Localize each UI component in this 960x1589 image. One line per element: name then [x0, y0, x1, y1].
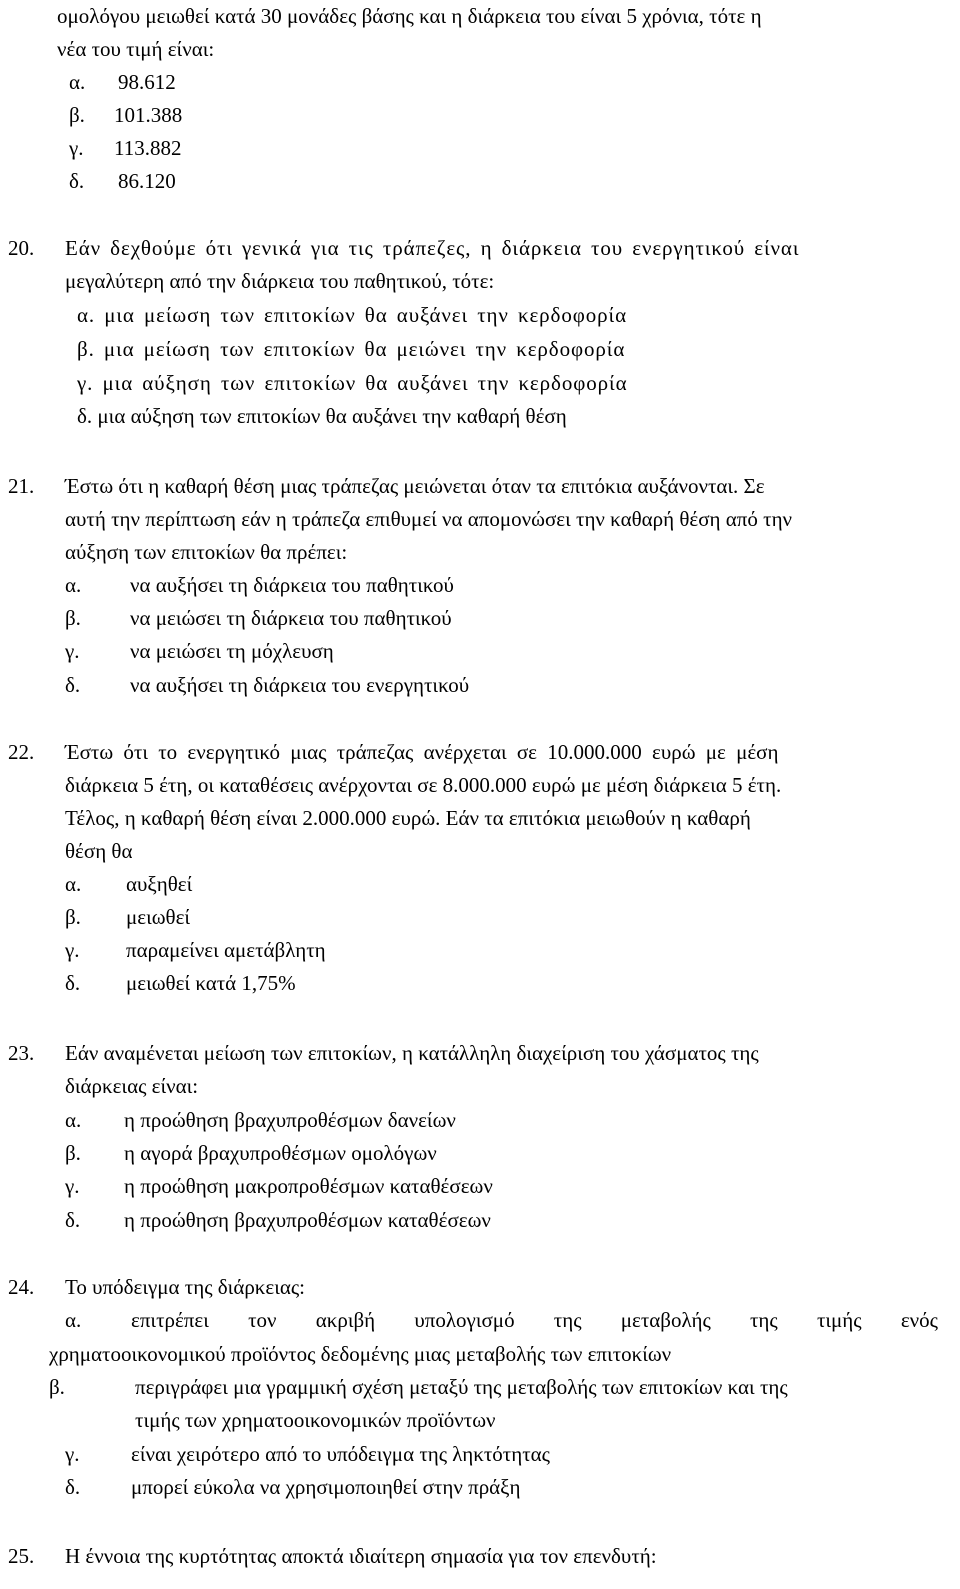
question-21-option-d: δ. να αυξήσει τη διάρκεια του ενεργητικού	[65, 673, 470, 697]
question-24-line-1: Το υπόδειγμα της διάρκειας:	[65, 1275, 306, 1299]
intro-option-a: α. 98.612	[69, 70, 176, 94]
question-22-line-1: Έστω ότι το ενεργητικό μιας τράπεζας ανέρχεται σε 10.000.000 ευρώ με μέση	[65, 740, 779, 764]
question-23-line-1: Εάν αναμένεται μείωση των επιτοκίων, η κατάλληλη διαχείριση του χάσματος της	[65, 1041, 759, 1065]
question-21-option-c: γ. να μειώσει τη μόχλευση	[65, 639, 334, 663]
question-20-line-2: μεγαλύτερη από την διάρκεια του παθητικού, τότε:	[65, 269, 495, 293]
question-number-22: 22.	[8, 740, 35, 764]
question-24-option-c-letter: γ.	[65, 1442, 80, 1466]
question-24-option-b-letter: β.	[49, 1375, 65, 1399]
question-number-20: 20.	[8, 236, 35, 260]
question-24-option-b-line-1: περιγράφει μια γραμμική σχέση μεταξύ της μεταβολής των επιτοκίων και της	[135, 1375, 788, 1399]
question-24-option-a-line-1: επιτρέπει τον ακριβή υπολογισμό της μεταβολής της τιμής ενός	[131, 1308, 938, 1332]
question-23-option-d: δ. η προώθηση βραχυπροθέσμων καταθέσεων	[65, 1208, 491, 1232]
question-23-option-b: β. η αγορά βραχυπροθέσμων ομολόγων	[65, 1141, 437, 1165]
question-20-option-d: δ. μια αύξηση των επιτοκίων θα αυξάνει την καθαρή θέση	[77, 404, 567, 428]
question-number-24: 24.	[8, 1275, 35, 1299]
question-23-line-2: διάρκειας είναι:	[65, 1074, 199, 1098]
question-20-option-c: γ. μια αύξηση των επιτοκίων θα αυξάνει την κερδοφορία	[77, 371, 628, 395]
question-22-line-2: διάρκεια 5 έτη, οι καταθέσεις ανέρχονται σε 8.000.000 ευρώ με μέση διάρκεια 5 έτη.	[65, 773, 782, 797]
question-21-option-a: α. να αυξήσει τη διάρκεια του παθητικού	[65, 573, 454, 597]
intro-option-c: γ. 113.882	[69, 136, 182, 160]
question-22-option-b: β. μειωθεί	[65, 905, 191, 929]
question-21-option-b: β. να μειώσει τη διάρκεια του παθητικού	[65, 606, 452, 630]
question-number-25: 25.	[8, 1544, 35, 1568]
intro-option-b: β. 101.388	[69, 103, 183, 127]
question-21-line-3: αύξηση των επιτοκίων θα πρέπει:	[65, 540, 348, 564]
question-21-line-2: αυτή την περίπτωση εάν η τράπεζα επιθυμεί να απομονώσει την καθαρή θέση από την	[65, 507, 793, 531]
question-number-23: 23.	[8, 1041, 35, 1065]
intro-option-d: δ. 86.120	[69, 169, 176, 193]
question-24-option-a-letter: α.	[65, 1308, 82, 1332]
question-22-option-d: δ. μειωθεί κατά 1,75%	[65, 971, 296, 995]
question-25-line-1: Η έννοια της κυρτότητας αποκτά ιδιαίτερη σημασία για τον επενδυτή:	[65, 1544, 657, 1568]
question-21-line-1: Έστω ότι η καθαρή θέση μιας τράπεζας μειώνεται όταν τα επιτόκια αυξάνονται. Σε	[65, 474, 765, 498]
question-22-line-4: θέση θα	[65, 839, 133, 863]
question-number-21: 21.	[8, 474, 35, 498]
question-22-option-c: γ. παραμείνει αμετάβλητη	[65, 938, 326, 962]
question-20-option-b: β. μια μείωση των επιτοκίων θα μειώνει την κερδοφορία	[77, 337, 626, 361]
question-24-option-b-line-2: τιμής των χρηματοοικονομικών προϊόντων	[135, 1408, 496, 1432]
question-20-option-a: α. μια μείωση των επιτοκίων θα αυξάνει την κερδοφορία	[77, 303, 627, 327]
question-24-option-a-line-2: χρηματοοικονομικού προϊόντος δεδομένης μιας μεταβολής των επιτοκίων	[49, 1342, 672, 1366]
question-22-option-a: α. αυξηθεί	[65, 872, 193, 896]
question-24-option-c-text: είναι χειρότερο από το υπόδειγμα της ληκτότητας	[131, 1442, 550, 1466]
question-20-line-1: Εάν δεχθούμε ότι γενικά για τις τράπεζες, η διάρκεια του ενεργητικού είναι	[65, 236, 800, 260]
intro-line-2: νέα του τιμή είναι:	[57, 37, 215, 61]
question-22-line-3: Τέλος, η καθαρή θέση είναι 2.000.000 ευρώ. Εάν τα επιτόκια μειωθούν η καθαρή	[65, 806, 751, 830]
intro-line-1: ομολόγου μειωθεί κατά 30 μονάδες βάσης και η διάρκεια του είναι 5 χρόνια, τότε η	[57, 4, 762, 28]
question-24-option-d-text: μπορεί εύκολα να χρησιμοποιηθεί στην πράξη	[131, 1475, 521, 1499]
question-24-option-d-letter: δ.	[65, 1475, 81, 1499]
question-23-option-a: α. η προώθηση βραχυπροθέσμων δανείων	[65, 1108, 456, 1132]
question-23-option-c: γ. η προώθηση μακροπροθέσμων καταθέσεων	[65, 1174, 493, 1198]
